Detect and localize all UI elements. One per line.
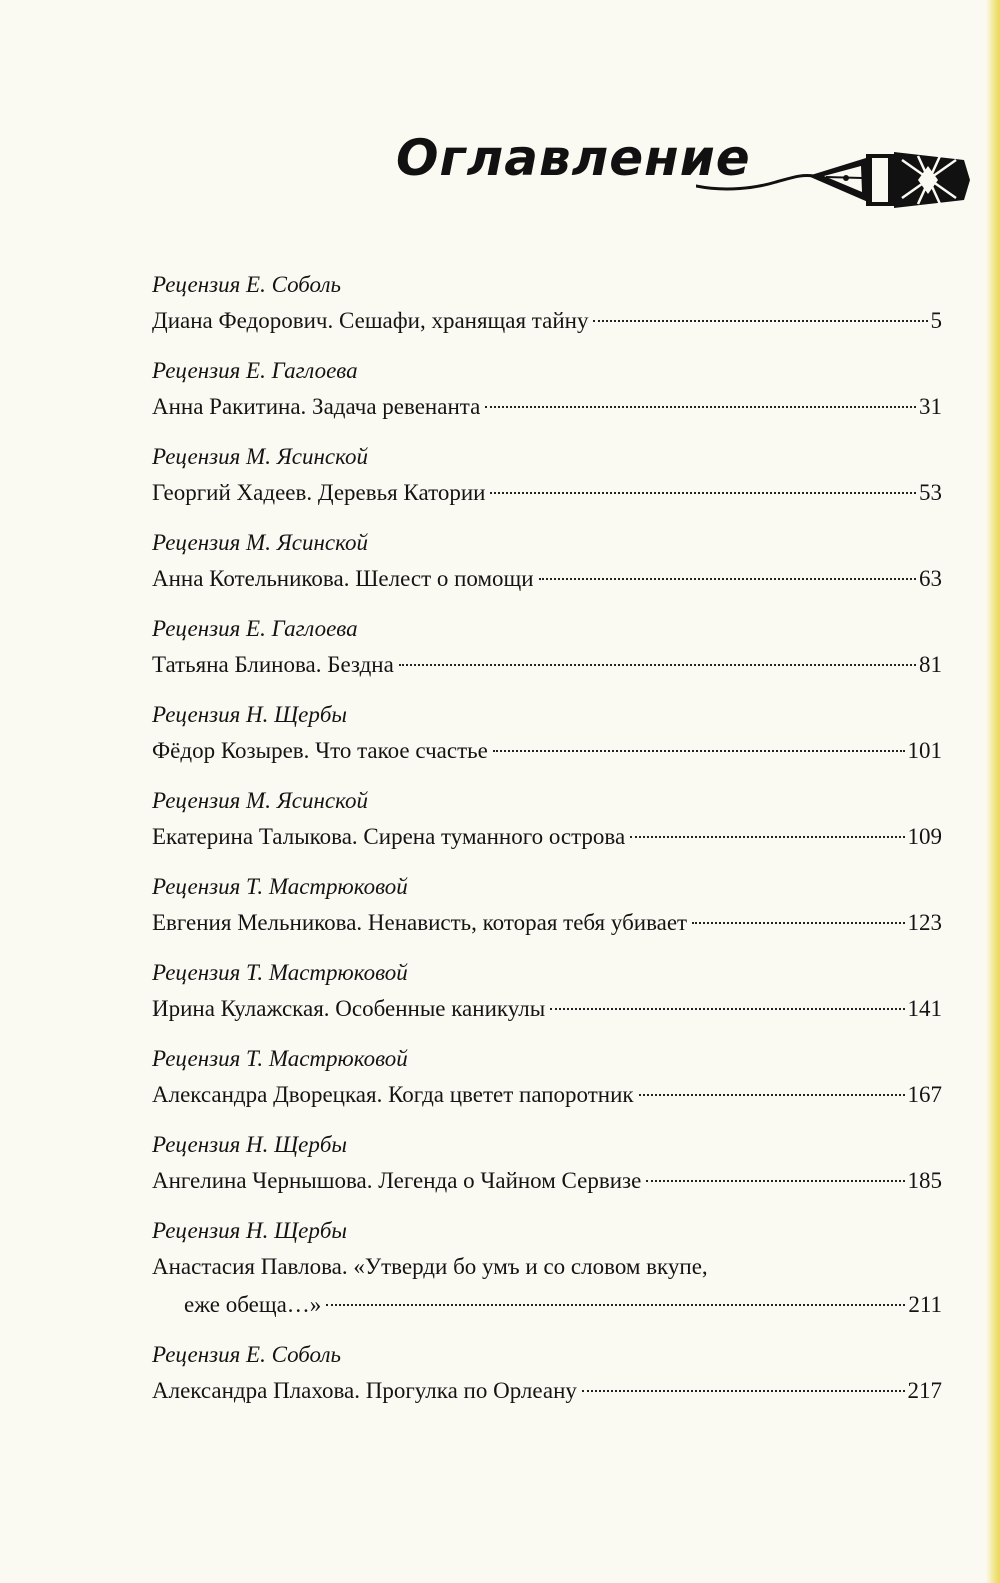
dot-leader bbox=[490, 492, 916, 494]
toc-entry bbox=[152, 1214, 942, 1324]
dot-leader bbox=[639, 1094, 905, 1096]
toc-entry bbox=[152, 784, 942, 856]
page-edge bbox=[986, 0, 1000, 1583]
review-credit: Рецензия Е. Соболь bbox=[152, 1342, 341, 1367]
story-title: Анна Ракитина. Задача ревенанта bbox=[152, 394, 481, 419]
story-title: Евгения Мельникова. Ненависть, которая тебя убивает bbox=[152, 910, 688, 935]
toc-entry bbox=[152, 612, 942, 684]
toc-line[interactable] bbox=[152, 1076, 942, 1114]
toc-entry bbox=[152, 1042, 942, 1114]
review-credit: Рецензия Н. Щербы bbox=[152, 1132, 347, 1157]
toc-entry bbox=[152, 1338, 942, 1410]
review-credit: Рецензия М. Ясинской bbox=[152, 444, 369, 469]
toc-entry bbox=[152, 268, 942, 340]
page-number: 185 bbox=[907, 1168, 942, 1193]
table-of-contents bbox=[152, 268, 942, 1410]
page-number: 141 bbox=[907, 996, 942, 1021]
toc-entry bbox=[152, 956, 942, 1028]
dot-leader bbox=[493, 750, 905, 752]
dot-leader bbox=[485, 406, 916, 408]
toc-line[interactable] bbox=[152, 646, 942, 684]
review-credit: Рецензия Н. Щербы bbox=[152, 1218, 347, 1243]
page-number: 81 bbox=[919, 652, 942, 677]
story-title: Ирина Кулажская. Особенные каникулы bbox=[152, 996, 546, 1021]
toc-line[interactable] bbox=[152, 388, 942, 426]
toc-line[interactable] bbox=[152, 1162, 942, 1200]
dot-leader bbox=[326, 1304, 905, 1306]
dot-leader bbox=[399, 664, 916, 666]
story-title: Александра Плахова. Прогулка по Орлеану bbox=[152, 1378, 577, 1403]
page-number: 211 bbox=[908, 1292, 942, 1317]
toc-entry bbox=[152, 870, 942, 942]
review-credit: Рецензия М. Ясинской bbox=[152, 788, 369, 813]
fountain-pen-icon bbox=[696, 140, 976, 210]
dot-leader bbox=[582, 1390, 905, 1392]
story-title: Татьяна Блинова. Бездна bbox=[152, 652, 394, 677]
dot-leader bbox=[593, 320, 927, 322]
review-credit: Рецензия Т. Мастрюковой bbox=[152, 960, 408, 985]
dot-leader bbox=[646, 1180, 904, 1182]
page-number: 101 bbox=[907, 738, 942, 763]
toc-entry bbox=[152, 1128, 942, 1200]
story-title: Диана Федорович. Сешафи, хранящая тайну bbox=[152, 308, 589, 333]
page-number: 31 bbox=[919, 394, 942, 419]
toc-entry bbox=[152, 526, 942, 598]
dot-leader bbox=[539, 578, 916, 580]
review-credit: Рецензия Т. Мастрюковой bbox=[152, 874, 408, 899]
toc-line[interactable] bbox=[152, 1286, 942, 1324]
story-title: Ангелина Чернышова. Легенда о Чайном Сервизе bbox=[152, 1168, 642, 1193]
dot-leader bbox=[550, 1008, 904, 1010]
toc-line[interactable] bbox=[152, 1372, 942, 1410]
page-title: Оглавление bbox=[396, 129, 751, 187]
toc-line[interactable] bbox=[152, 302, 942, 340]
review-credit: Рецензия Н. Щербы bbox=[152, 702, 347, 727]
story-title-line[interactable]: Анастасия Павлова. «Утверди бо умъ и со словом вкупе, bbox=[152, 1254, 708, 1279]
page-number: 167 bbox=[907, 1082, 942, 1107]
story-title: Георгий Хадеев. Деревья Катории bbox=[152, 480, 486, 505]
review-credit: Рецензия Е. Гаглоева bbox=[152, 358, 358, 383]
dot-leader bbox=[692, 922, 904, 924]
toc-line[interactable] bbox=[152, 732, 942, 770]
page-number: 53 bbox=[919, 480, 942, 505]
story-title: Екатерина Талыкова. Сирена туманного острова bbox=[152, 824, 626, 849]
toc-entry bbox=[152, 698, 942, 770]
review-credit: Рецензия Е. Соболь bbox=[152, 272, 341, 297]
page-number: 217 bbox=[907, 1378, 942, 1403]
toc-line[interactable] bbox=[152, 474, 942, 512]
toc-line[interactable] bbox=[152, 818, 942, 856]
heading bbox=[396, 128, 976, 208]
toc-line[interactable] bbox=[152, 904, 942, 942]
review-credit: Рецензия М. Ясинской bbox=[152, 530, 369, 555]
dot-leader bbox=[630, 836, 904, 838]
page-number: 123 bbox=[907, 910, 942, 935]
review-credit: Рецензия Т. Мастрюковой bbox=[152, 1046, 408, 1071]
toc-entry bbox=[152, 354, 942, 426]
story-title: Александра Дворецкая. Когда цветет папоротник bbox=[152, 1082, 634, 1107]
page-number: 5 bbox=[930, 308, 942, 333]
page-number: 109 bbox=[907, 824, 942, 849]
story-title: еже обеща…» bbox=[184, 1292, 322, 1317]
page-number: 63 bbox=[919, 566, 942, 591]
toc-entry bbox=[152, 440, 942, 512]
story-title: Фёдор Козырев. Что такое счастье bbox=[152, 738, 488, 763]
review-credit: Рецензия Е. Гаглоева bbox=[152, 616, 358, 641]
story-title: Анна Котельникова. Шелест о помощи bbox=[152, 566, 534, 591]
toc-line[interactable] bbox=[152, 990, 942, 1028]
toc-line[interactable] bbox=[152, 560, 942, 598]
